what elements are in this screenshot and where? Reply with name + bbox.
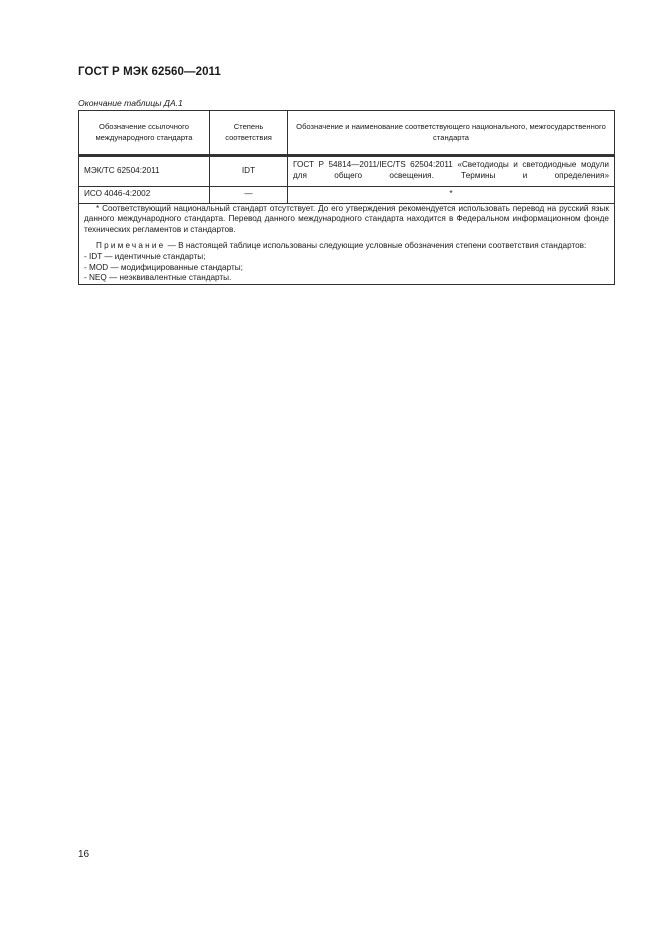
document-header: ГОСТ Р МЭК 62560—2011	[78, 66, 221, 78]
reference-code-cell: МЭК/ТС 62504:2011	[79, 156, 210, 186]
note-label: Примечание	[96, 241, 166, 251]
note-paragraph	[84, 241, 609, 252]
column-header-reference-standard: Обозначение ссылочного международного стандарта	[79, 111, 210, 155]
table-caption: Окончание таблицы ДА.1	[78, 98, 183, 108]
note-item-neq: - NEQ — неэквивалентные стандарты.	[84, 273, 232, 283]
note-item-idt: - IDT — идентичные стандарты;	[84, 252, 206, 262]
national-standard-cell: *	[288, 186, 615, 203]
notes-cell	[79, 203, 615, 285]
reference-standards-table	[78, 110, 615, 285]
table-row	[79, 156, 615, 186]
national-standard-cell: ГОСТ Р 54814—2011/IEC/TS 62504:2011 «Светодиоды и светодиодные модули для общего освещения. Термины и определения»	[288, 156, 615, 186]
note-text: — В настоящей таблице использованы следующие условные обозначения степени соответствия стандартов:	[165, 241, 587, 251]
footnote-text: * Соответствующий национальный стандарт отсутствует. До его утверждения рекомендуется использовать перевод на русский язык данного международного стандарта. Перевод данного международного стандарта находится в Федеральном информационном фонде технических регламентов и стандартов.	[84, 203, 609, 234]
reference-code-cell: ИСО 4046-4:2002	[79, 186, 210, 203]
degree-cell: —	[210, 186, 288, 203]
column-header-degree: Степень соответствия	[210, 111, 288, 155]
page-number: 16	[78, 849, 90, 860]
notes-row	[79, 203, 615, 285]
column-header-national-standard: Обозначение и наименование соответствующего национального, межгосударственного стандарта	[288, 111, 615, 155]
table-row	[79, 186, 615, 203]
note-item-mod: - MOD — модифицированные стандарты;	[84, 262, 243, 272]
degree-cell: IDT	[210, 156, 288, 186]
